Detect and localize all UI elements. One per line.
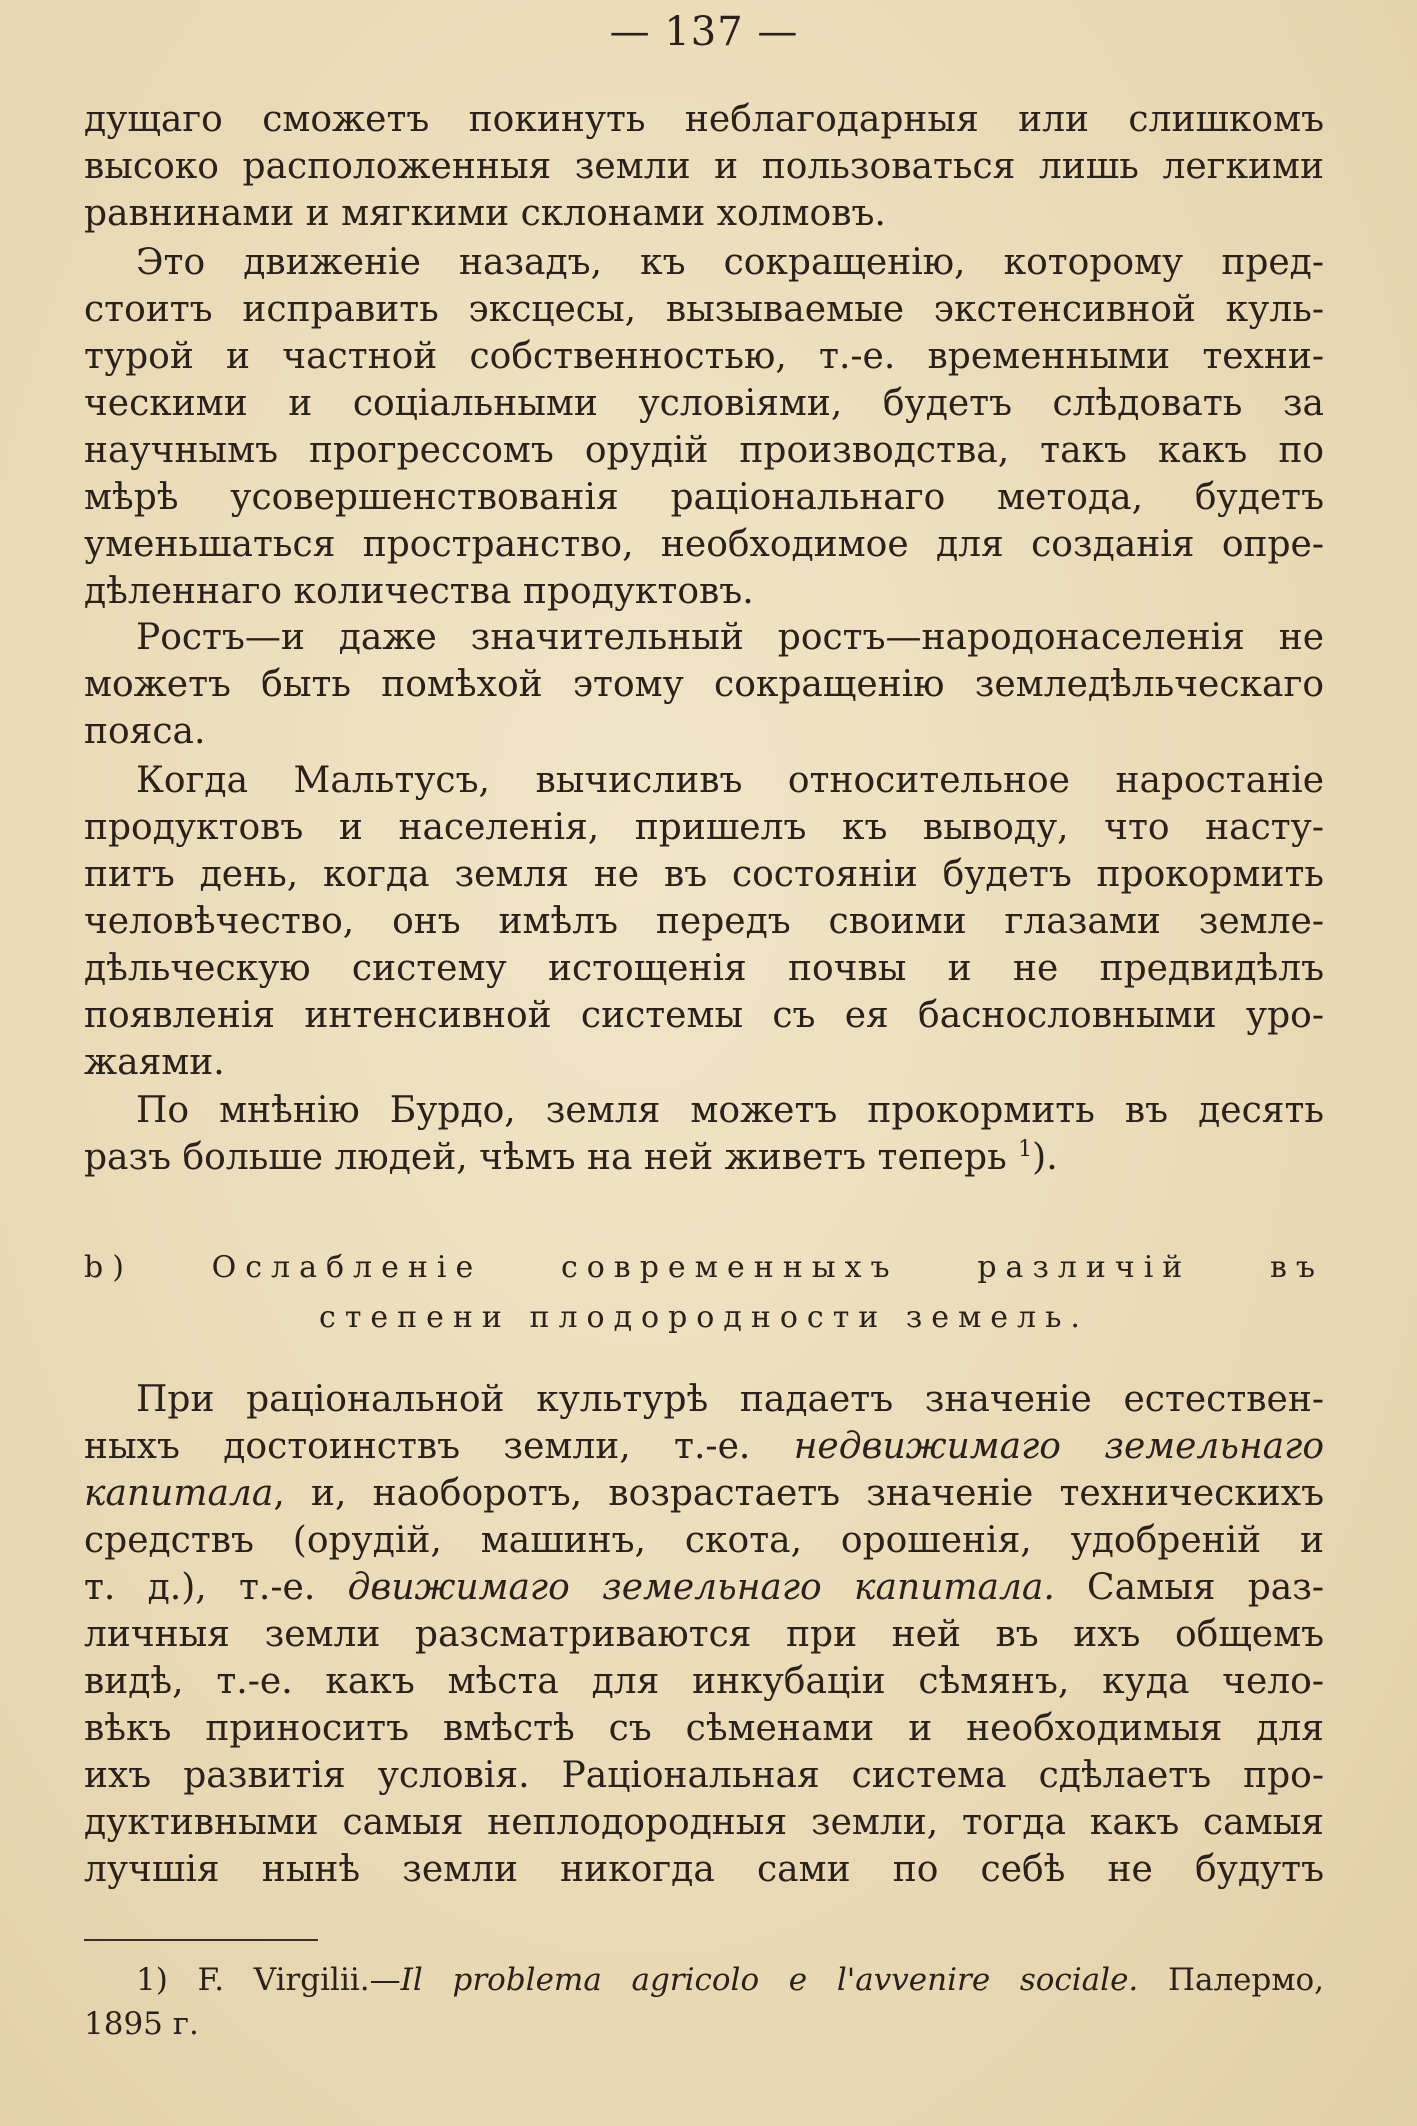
footnote-title: Il problema agricolo e l'avvenire sociale. <box>400 1962 1139 1998</box>
text-line: вѣкъ приноситъ вмѣстѣ съ сѣменами и необходимыя для <box>84 1708 1324 1749</box>
italic-term: капитала <box>84 1473 274 1514</box>
text-line: лучшія нынѣ земли никогда сами по себѣ не будутъ <box>84 1849 1324 1890</box>
text-line: личныя земли разсматриваются при ней въ ихъ общемъ <box>84 1614 1324 1655</box>
text-line: Когда Мальтусъ, вычисливъ относительное наростаніе <box>136 760 1324 801</box>
text-fragment: , и, наоборотъ, возрастаетъ значеніе техническихъ <box>273 1473 1324 1514</box>
paragraph-1 <box>84 96 1324 237</box>
text-line: дѣльческую систему истощенія почвы и не предвидѣлъ <box>84 948 1324 989</box>
text-line: По мнѣнію Бурдо, земля можетъ прокормить въ десять <box>136 1090 1324 1131</box>
footnote-place: Палермо, <box>1138 1962 1324 1998</box>
text-line: уменьшаться пространство, необходимое для созданія опре- <box>84 524 1324 565</box>
paragraph-5 <box>84 1087 1324 1181</box>
italic-term: недвижимаго земельнаго <box>793 1426 1324 1467</box>
text-line: появленія интенсивной системы съ ея баснословными уро- <box>84 995 1324 1036</box>
text-line: средствъ (орудій, машинъ, скота, орошенія, удобреній и <box>84 1520 1324 1561</box>
paragraph-6 <box>84 1376 1324 1893</box>
text-line: жаями. <box>84 1042 225 1083</box>
section-heading-line-1: b) Ослабленіе современныхъ различій въ <box>84 1250 1324 1285</box>
section-heading <box>84 1243 1324 1343</box>
text-line: можетъ быть помѣхой этому сокращенію земледѣльческаго <box>84 664 1324 705</box>
text-line <box>84 1134 1324 1181</box>
text-line <box>84 1470 1324 1517</box>
footnote-year: 1895 г. <box>84 2006 199 2042</box>
text-line <box>84 1423 1324 1470</box>
italic-term: движимаго земельнаго капитала. <box>347 1567 1055 1608</box>
text-line: Ростъ—и даже значительный ростъ—народонаселенія не <box>136 617 1324 658</box>
text-line: дущаго сможетъ покинуть неблагодарныя или слишкомъ <box>84 99 1324 140</box>
text-fragment: разъ больше людей, чѣмъ на ней живетъ теперь <box>84 1137 1007 1178</box>
footnote-reference: 1 <box>1018 1137 1033 1162</box>
text-fragment: ныхъ достоинствъ земли, т.-е. <box>84 1426 794 1467</box>
text-fragment: Самыя раз- <box>1054 1567 1324 1608</box>
paragraph-2 <box>84 239 1324 615</box>
section-heading-line-2: степени плодородности земель. <box>319 1300 1089 1335</box>
text-line: дуктивными самыя неплодородныя земли, тогда какъ самыя <box>84 1802 1324 1843</box>
text-line: стоитъ исправить эксцесы, вызываемые экстенсивной куль- <box>84 289 1324 330</box>
text-line: равнинами и мягкими склонами холмовъ. <box>84 193 886 234</box>
text-line: дѣленнаго количества продуктовъ. <box>84 571 754 612</box>
text-line: турой и частной собственностью, т.-е. временными техни- <box>84 336 1324 377</box>
text-line: ческими и соціальными условіями, будетъ слѣдовать за <box>84 383 1324 424</box>
text-line: мѣрѣ усовершенствованія раціональнаго метода, будетъ <box>84 477 1324 518</box>
text-line: ихъ развитія условія. Раціональная система сдѣлаетъ про- <box>84 1755 1324 1796</box>
paragraph-4 <box>84 757 1324 1086</box>
text-line: При раціональной культурѣ падаетъ значеніе естествен- <box>136 1379 1324 1420</box>
text-line: Это движеніе назадъ, къ сокращенію, которому пред- <box>136 242 1324 283</box>
footnote-marker: 1 <box>136 1962 156 1998</box>
footnote <box>84 1958 1324 2046</box>
text-line <box>84 1564 1324 1611</box>
text-line: высоко расположенныя земли и пользоваться лишь легкими <box>84 146 1324 187</box>
text-line: продуктовъ и населенія, пришелъ къ выводу, что насту- <box>84 807 1324 848</box>
text-fragment: т. д.), т.-е. <box>84 1567 348 1608</box>
footnote-divider <box>84 1939 318 1941</box>
text-line: питъ день, когда земля не въ состояніи будетъ прокормить <box>84 854 1324 895</box>
text-line: пояса. <box>84 711 206 752</box>
paragraph-3 <box>84 614 1324 755</box>
text-line: видѣ, т.-е. какъ мѣста для инкубаціи сѣмянъ, куда чело- <box>84 1661 1324 1702</box>
page-number: — 137 — <box>609 9 799 55</box>
text-line: человѣчество, онъ имѣлъ передъ своими глазами земле- <box>84 901 1324 942</box>
text-fragment: ). <box>1032 1137 1058 1178</box>
footnote-author: F. Virgilii.— <box>167 1962 401 1998</box>
footnote-line <box>84 1958 1324 2002</box>
text-line: научнымъ прогрессомъ орудій производства, такъ какъ по <box>84 430 1324 471</box>
footnote-marker-paren: ) <box>155 1962 168 1998</box>
